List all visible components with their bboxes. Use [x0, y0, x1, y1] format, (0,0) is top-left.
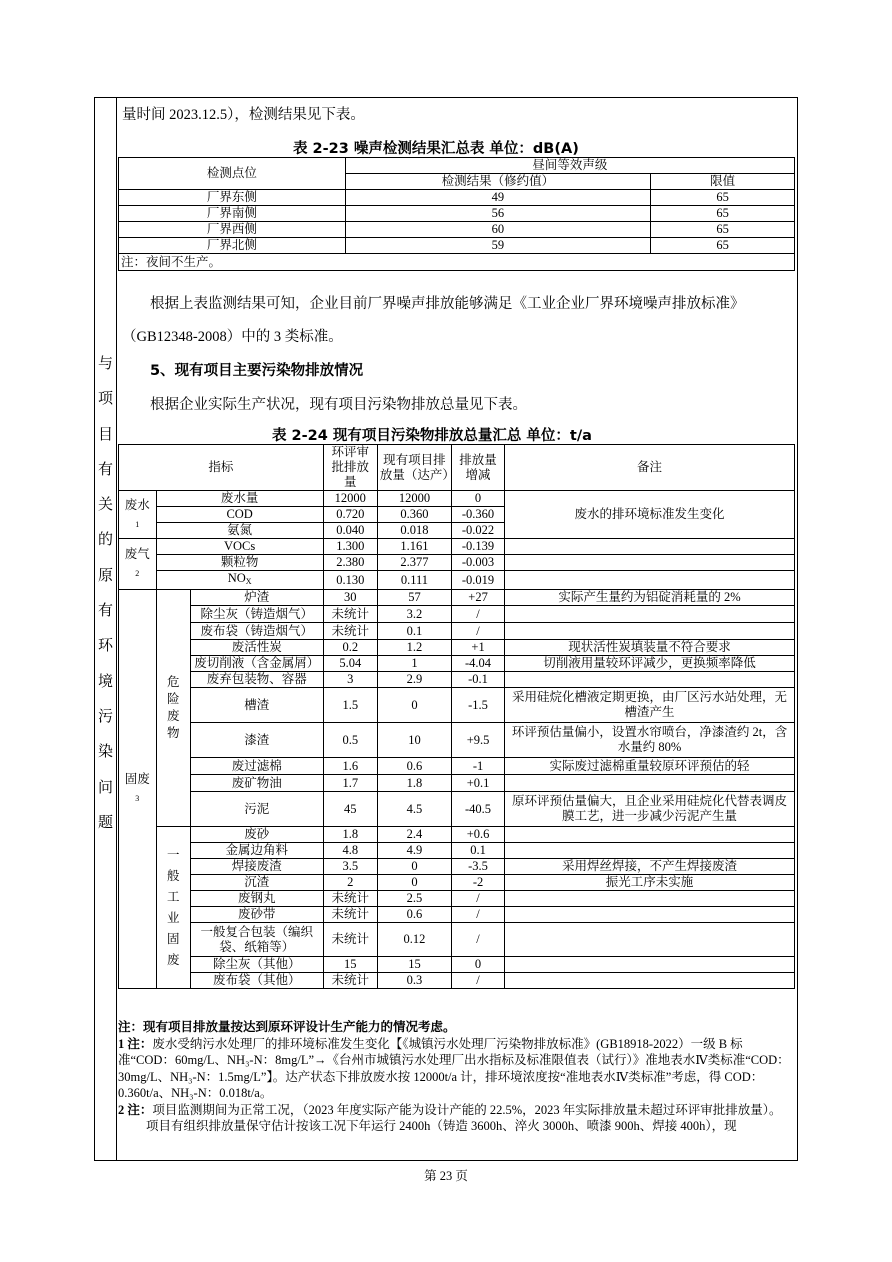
- category-cell: [119, 590, 157, 989]
- approved-value: 未统计: [323, 923, 377, 957]
- table-row: [119, 875, 795, 891]
- para1-line2: （GB12348-2008）中的 3 类标准。: [122, 329, 343, 345]
- note-cell: [505, 827, 795, 843]
- table-row: [119, 758, 795, 775]
- delta-value: +0.1: [452, 775, 505, 792]
- delta-value: -0.1: [452, 672, 505, 688]
- approved-value: 12000: [323, 491, 377, 507]
- approved-value: 1.6: [323, 758, 377, 775]
- approved-value: 未统计: [323, 606, 377, 623]
- actual-value: 12000: [377, 491, 451, 507]
- category-footnote: 3: [135, 794, 140, 803]
- side-label-column: [94, 97, 117, 1161]
- actual-value: 15: [377, 957, 451, 973]
- approved-value: 45: [323, 792, 377, 827]
- cell-point: 厂界东侧: [119, 190, 346, 206]
- approved-value: 3.5: [323, 859, 377, 875]
- delta-value: -3.5: [452, 859, 505, 875]
- table-row: [119, 723, 795, 758]
- item-name: 除尘灰（铸造烟气）: [190, 606, 323, 623]
- th-delta: 排放量增减: [452, 445, 505, 491]
- item-name: 槽渣: [190, 688, 323, 723]
- side-label-char: 原: [97, 567, 113, 584]
- actual-value: 0.12: [377, 923, 451, 957]
- noise-table: [118, 157, 795, 271]
- note-cell: 实际产生量约为铝碇消耗量的 2%: [505, 590, 795, 606]
- note-2-label: 2 注：: [118, 1102, 153, 1117]
- actual-value: 1.2: [377, 640, 451, 656]
- actual-value: 1: [377, 656, 451, 672]
- table-row: [119, 923, 795, 957]
- actual-value: 0.018: [377, 523, 451, 539]
- side-label-char: 目: [97, 426, 113, 443]
- table-row: [119, 775, 795, 792]
- th-note: 备注: [505, 445, 795, 491]
- delta-value: 0.1: [452, 843, 505, 859]
- note-cell: 实际废过滤棉重量较原环评预估的轻: [505, 758, 795, 775]
- delta-value: /: [452, 973, 505, 989]
- actual-value: 0: [377, 688, 451, 723]
- para1-line1: 根据上表监测结果可知，企业目前厂界噪声排放能够满足《工业企业厂界环境噪声排放标准》: [150, 296, 745, 312]
- note-cell: [505, 923, 795, 957]
- table-row: [119, 623, 795, 640]
- cell-point: 厂界南侧: [119, 206, 346, 222]
- actual-value: 0.111: [377, 571, 451, 590]
- table-row: [119, 907, 795, 923]
- approved-value: 0.5: [323, 723, 377, 758]
- side-label-char: 关: [97, 497, 113, 514]
- item-name: 氨氮: [156, 523, 323, 539]
- approved-value: 1.8: [323, 827, 377, 843]
- item-name: 废活性炭: [190, 640, 323, 656]
- cell-limit: 65: [651, 238, 795, 254]
- category-label: 废气: [124, 547, 150, 561]
- approved-value: 1.5: [323, 688, 377, 723]
- note-cell: 原环评预估量偏大，且企业采用硅烷化代替表调皮膜工艺，进一步减少污泥产生量: [505, 792, 795, 827]
- item-name: 废切削液（含金属屑）: [190, 656, 323, 672]
- table-row: [119, 640, 795, 656]
- th-day-level: 昼间等效声级: [345, 158, 794, 174]
- table23-caption: 表 2-23 噪声检测结果汇总表 单位：dB(A): [293, 141, 579, 157]
- water-note: 废水的排环境标准发生变化: [505, 491, 795, 539]
- category-footnote: 1: [135, 519, 140, 529]
- delta-value: -1: [452, 758, 505, 775]
- th-result: 检测结果（修约值）: [345, 174, 651, 190]
- note-cell: [505, 957, 795, 973]
- delta-value: +0.6: [452, 827, 505, 843]
- side-label-char: 污: [97, 708, 113, 725]
- note-cell: 切削液用量较环评减少，更换频率降低: [505, 656, 795, 672]
- item-name: 金属边角料: [190, 843, 323, 859]
- approved-value: 未统计: [323, 973, 377, 989]
- item-name: COD: [156, 507, 323, 523]
- note-cell: [505, 672, 795, 688]
- delta-value: /: [452, 891, 505, 907]
- delta-value: /: [452, 623, 505, 640]
- note-cell: [505, 623, 795, 640]
- approved-value: 0.040: [323, 523, 377, 539]
- delta-value: -0.003: [452, 555, 505, 571]
- table-row: [119, 688, 795, 723]
- delta-value: -1.5: [452, 688, 505, 723]
- note-cell: [505, 555, 795, 571]
- item-name: 焊接废渣: [190, 859, 323, 875]
- approved-value: 3: [323, 672, 377, 688]
- table-row: [119, 445, 795, 491]
- side-label-char: 与: [97, 356, 113, 372]
- approved-value: 30: [323, 590, 377, 606]
- actual-value: 4.9: [377, 843, 451, 859]
- approved-value: 未统计: [323, 623, 377, 640]
- actual-value: 4.5: [377, 792, 451, 827]
- delta-value: /: [452, 606, 505, 623]
- emissions-table: [118, 444, 795, 989]
- approved-value: 2.380: [323, 555, 377, 571]
- item-name: VOCs: [156, 539, 323, 555]
- table-row: [119, 590, 795, 606]
- approved-value: 4.8: [323, 843, 377, 859]
- actual-value: 0.360: [377, 507, 451, 523]
- delta-value: /: [452, 907, 505, 923]
- th-actual: 现有项目排放量（达产）: [377, 445, 451, 491]
- delta-value: -40.5: [452, 792, 505, 827]
- approved-value: 0.720: [323, 507, 377, 523]
- item-name: 废钢丸: [190, 891, 323, 907]
- item-name-subscript: X: [245, 577, 252, 586]
- actual-value: 0.3: [377, 973, 451, 989]
- cell-result: 56: [345, 206, 651, 222]
- delta-value: 0: [452, 957, 505, 973]
- note-cell: 环评预估量偏小，设置水帘喷台，净漆渣约 2t，含水量约 80%: [505, 723, 795, 758]
- delta-value: +27: [452, 590, 505, 606]
- note-1-label: 1 注：: [118, 1036, 153, 1051]
- th-index: 指标: [119, 445, 324, 491]
- note-2-text: 项目监测期间为正常工况，（2023 年度实际产能为设计产能的 22.5%，2023 年实际排放量未超过环评审批排放量）。: [152, 1102, 782, 1117]
- approved-value: 未统计: [323, 891, 377, 907]
- delta-value: -4.04: [452, 656, 505, 672]
- side-label-char: 境: [97, 673, 113, 690]
- cell-point: 厂界北侧: [119, 238, 346, 254]
- cell-point: 厂界西侧: [119, 222, 346, 238]
- category-cell: [119, 491, 157, 539]
- table-row: [119, 827, 795, 843]
- cell-limit: 65: [651, 222, 795, 238]
- delta-value: /: [452, 923, 505, 957]
- table-row: [119, 571, 795, 590]
- note-cell: [505, 843, 795, 859]
- delta-value: +1: [452, 640, 505, 656]
- table-row: [119, 656, 795, 672]
- side-label-char: 有: [97, 461, 113, 478]
- item-name-text: NO: [227, 571, 246, 585]
- item-name: 沉渣: [190, 875, 323, 891]
- note-cell: [505, 907, 795, 923]
- table-row: [119, 843, 795, 859]
- delta-value: -2: [452, 875, 505, 891]
- table23-note: 注：夜间不生产。: [119, 254, 795, 271]
- actual-value: 0.1: [377, 623, 451, 640]
- note-cell: [505, 891, 795, 907]
- item-name: 废砂: [190, 827, 323, 843]
- item-name: 除尘灰（其他）: [190, 957, 323, 973]
- actual-value: 0.6: [377, 758, 451, 775]
- table-row: [119, 539, 795, 555]
- subcategory-general: 一般工业固废: [156, 827, 190, 989]
- side-label-char: 题: [97, 814, 113, 831]
- table24-caption: 表 2-24 现有项目污染物排放总量汇总 单位：t/a: [272, 428, 592, 444]
- cell-result: 49: [345, 190, 651, 206]
- table-row: [119, 859, 795, 875]
- th-limit: 限值: [651, 174, 795, 190]
- side-label-char: 有: [97, 603, 113, 620]
- table-row: [119, 973, 795, 989]
- notes-block: [118, 1019, 796, 1135]
- actual-value: 2.4: [377, 827, 451, 843]
- note-cell: 采用焊丝焊接，不产生焊接废渣: [505, 859, 795, 875]
- category-cell: [119, 539, 157, 590]
- actual-value: 3.2: [377, 606, 451, 623]
- item-name: 废矿物油: [190, 775, 323, 792]
- item-name: 一般复合包装（编织袋、纸箱等）: [190, 923, 323, 957]
- item-name: 污泥: [190, 792, 323, 827]
- item-name: 废布袋（铸造烟气）: [190, 623, 323, 640]
- note-cell: [505, 606, 795, 623]
- delta-value: +9.5: [452, 723, 505, 758]
- delta-value: 0: [452, 491, 505, 507]
- delta-value: -0.022: [452, 523, 505, 539]
- intro-line: 量时间 2023.12.5），检测结果见下表。: [122, 107, 365, 123]
- item-name: 废过滤棉: [190, 758, 323, 775]
- cell-limit: 65: [651, 190, 795, 206]
- table-row: [119, 957, 795, 973]
- note-cell: [505, 775, 795, 792]
- cell-limit: 65: [651, 206, 795, 222]
- note-cell: 振光工序未实施: [505, 875, 795, 891]
- note-cell: [505, 571, 795, 590]
- item-name: [156, 571, 323, 590]
- section-heading: 5、现有项目主要污染物排放情况: [150, 363, 364, 379]
- category-footnote: 2: [135, 569, 140, 578]
- item-name: 废布袋（其他）: [190, 973, 323, 989]
- table-row: [119, 792, 795, 827]
- page-number: 第 23 页: [424, 1169, 468, 1183]
- category-label: 废水: [124, 497, 150, 512]
- item-name: 炉渣: [190, 590, 323, 606]
- subcategory-hazardous: 危险废物: [156, 590, 190, 827]
- side-label-char: 的: [97, 532, 113, 549]
- actual-value: 10: [377, 723, 451, 758]
- actual-value: 2.377: [377, 555, 451, 571]
- item-name: 漆渣: [190, 723, 323, 758]
- note-cell: [505, 539, 795, 555]
- actual-value: 1.161: [377, 539, 451, 555]
- approved-value: 2: [323, 875, 377, 891]
- table-row: [119, 491, 795, 507]
- table-row: [119, 672, 795, 688]
- category-label: 固废: [124, 772, 150, 786]
- table-row: [119, 555, 795, 571]
- th-point: 检测点位: [119, 158, 346, 190]
- item-name: 废水量: [156, 491, 323, 507]
- delta-value: -0.139: [452, 539, 505, 555]
- th-approved: 环评审批排放量: [323, 445, 377, 491]
- actual-value: 2.9: [377, 672, 451, 688]
- side-label: [94, 347, 117, 841]
- note-1-text: 废水受纳污水处理厂的排环境标准发生变化【《城镇污水处理厂污染物排放标准》(GB18918-2022）一级 B 标准“COD：60mg/L、NH₃-N：8mg/L”→《台州市城镇污水处理厂出水指标及标准限值表（试行）》准地表水Ⅳ类标准“COD：30mg/L、NH₃-N：1.5mg/L”】。达产状态下排放废水按 12000t/a 计，排环境浓度按“准地表水Ⅳ类标准”考虑，得 COD：0.360t/a、NH₃-N：0.018t/a。: [118, 1036, 790, 1100]
- actual-value: 0: [377, 859, 451, 875]
- item-name: 颗粒物: [156, 555, 323, 571]
- note-cell: 采用硅烷化槽液定期更换，由厂区污水站处理，无槽渣产生: [505, 688, 795, 723]
- note-0: 注：现有项目排放量按达到原环评设计生产能力的情况考虑。: [118, 1020, 456, 1034]
- approved-value: 15: [323, 957, 377, 973]
- approved-value: 1.7: [323, 775, 377, 792]
- cell-result: 60: [345, 222, 651, 238]
- approved-value: 0.130: [323, 571, 377, 590]
- side-label-char: 问: [97, 779, 113, 796]
- note-3-text: 项目有组织排放量保守估计按该工况下年运行 2400h（铸造 3600h、淬火 3000h、喷漆 900h、焊接 400h），现: [146, 1119, 737, 1133]
- approved-value: 0.2: [323, 640, 377, 656]
- side-label-char: 环: [97, 638, 113, 655]
- side-label-char: 染: [97, 744, 113, 761]
- approved-value: 5.04: [323, 656, 377, 672]
- actual-value: 57: [377, 590, 451, 606]
- actual-value: 0: [377, 875, 451, 891]
- item-name: 废弃包装物、容器: [190, 672, 323, 688]
- actual-value: 1.8: [377, 775, 451, 792]
- table-row: [119, 606, 795, 623]
- item-name: 废砂带: [190, 907, 323, 923]
- delta-value: -0.360: [452, 507, 505, 523]
- table-row: [119, 891, 795, 907]
- side-label-char: 项: [97, 391, 113, 408]
- para2: 根据企业实际生产状况，现有项目污染物排放总量见下表。: [150, 397, 527, 413]
- delta-value: -0.019: [452, 571, 505, 590]
- actual-value: 0.6: [377, 907, 451, 923]
- cell-result: 59: [345, 238, 651, 254]
- note-cell: 现状活性炭填装量不符合要求: [505, 640, 795, 656]
- approved-value: 未统计: [323, 907, 377, 923]
- approved-value: 1.300: [323, 539, 377, 555]
- actual-value: 2.5: [377, 891, 451, 907]
- note-cell: [505, 973, 795, 989]
